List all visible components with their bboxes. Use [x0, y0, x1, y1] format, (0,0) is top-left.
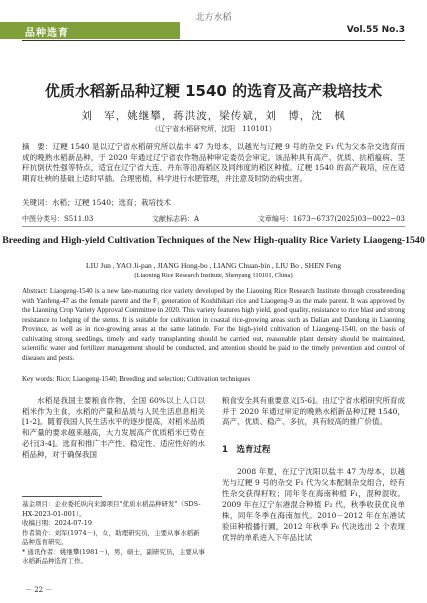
section-paragraph: 2008 年夏，在辽宁沈阳以盐丰 47 为母本，以越光与辽粳 9 号的杂交 F₁ 代为父本配制杂交组合，经有性杂交获得籽粒；同年冬在海南种植 F₁，混种混收。2009 年在辽宁东港混合种植 F₂ 代，秋季收获优良单株，同年冬季在海南加代。2010－2012 年在东港试验田种植播行圃，2012 年秋季 F₆ 代决选出 2 个表现优异的单系进入下年品比试: [222, 467, 405, 542]
footnote-received: 收稿日期：2024-07-19: [22, 519, 92, 527]
classification-row: [22, 214, 405, 224]
header-rule: [22, 40, 405, 41]
authors-english: LIU Jun , YAO Ji-pan , JIANG Hong-bo , LIANG Chuan-bin , LIU Bo , SHEN Feng: [86, 261, 341, 270]
article-number: 文章编号：1673−6737(2025)03−0022−03: [257, 215, 405, 223]
footnotes: [22, 500, 205, 567]
body-right-column: [222, 396, 405, 428]
affiliation-english: (Liaoning Rice Research Institute, Shenyang 110101, China): [134, 272, 293, 279]
body-paragraph-continued: 粮食安全具有重要意义[5-6]。由辽宁省水稻研究所育成并于 2020 年通过审定的晚熟水稻新品种辽粳 1540，高产、优质、稳产、多抗，具有较高的推广价值。: [222, 396, 405, 427]
journal-name: 北方水稻: [195, 13, 232, 23]
footnote-funding: 基金项目：企业委托纵向来源项目"优质水稻品种研发"（SDS-HX-2023-01-001）。: [22, 500, 201, 518]
footnote-author: 作者简介：刘军(1974－)，女，助理研究员，主要从事水稻新品种选育研究。: [22, 528, 200, 546]
separator-rule: [22, 226, 405, 227]
title-chinese: 优质水稻新品种辽粳 1540 的选育及高产栽培技术: [44, 82, 383, 100]
volume-number: Vol.55 No.3: [346, 25, 405, 35]
page-number: － 22 －: [25, 586, 53, 594]
footnote-rule: [22, 496, 102, 497]
title-english: Breeding and High-yield Cultivation Techniques of the New High-quality Rice Variety Liaogeng-1540: [2, 235, 425, 246]
section-label: 品种选育: [25, 28, 69, 39]
section-body: [222, 466, 405, 543]
clc-number: 中图分类号：S511.03: [22, 215, 94, 223]
abstract-english: Abstract: Liaogeng-1540 is a new late-maturing rice variety developed by the Liaoning Rice Research Institute through crossbreeding with Yanfeng-47 as the female parent and the F₁ generation of Koshihikari rice and Liaogeng-9 as the male parent. It was approved by the Liaoning Crop Variety Approval Committee in 2020. This variety features high yield, good quality, resistance to rice blast and strong resistance to lodging of the stems. It is suitable for cultivation in coastal rice-growing areas such as Dalian and Dandong in Liaoning Province, as well as in rice-growing areas at the same latitude. For the high-yield cultivation of Liaogeng-1540, on the basis of cultivating strong seedlings, timely and early transplanting should be carried out, reasonable plant density should be maintained, scientific water and fertilizer management should be conducted, and attention should be paid to the timely prevention and control of diseases and pests.: [22, 287, 405, 362]
document-code: 文献标志码：A: [152, 215, 200, 223]
keywords-chinese: 关键词：水稻；辽粳 1540；选育；栽培技术: [22, 198, 171, 207]
body-paragraph: 水稻是我国主要粮食作物，全国 60%以上人口以稻米作为主食，水稻的产量和品质与人民生活息息相关[1-2]。随着我国人民生活水平的逐步提高，对稻米品质和产量的要求越来越高，大力发展高产优质稻米已势在必行[3-4]。选育和推广丰产性、稳定性、适应性好的水稻品种，对于确保我国: [22, 396, 205, 459]
keywords-english: Key words: Rice; Liaogeng-1540; Breeding and selection; Cultivation techniques: [22, 375, 251, 383]
abstract-chinese: 摘 要：辽粳 1540 是以辽宁省水稻研究所以盐丰 47 为母本，以越光与辽粳 9 号的杂交 F₁ 代为父本杂交选育而成的晚熟水稻新品种，于 2020 年通过辽宁省农作物品种审定委员会审定。该品种具有高产、优质、抗稻瘟病、茎秆抗倒伏性强等特点，适宜在辽宁省大连、丹东等沿海稻区及同纬度的稻区种植。辽粳 1540 的高产栽培，应在适期育壮秧的基础上适时早插、合理密植，科学进行水肥管理，并注意及时防治病虫害。: [22, 142, 405, 183]
body-left-column: [22, 396, 205, 460]
footnote-corresponding: * 通讯作者：姚继攀(1981－)，男，硕士，副研究员，主要从事水稻新品种选育工作。: [22, 547, 205, 565]
affiliation-chinese: （辽宁省水稻研究所，沈阳 110101）: [151, 125, 276, 133]
section-heading: 1 选育过程: [222, 445, 271, 455]
authors-chinese: 刘 军，姚继攀，蒋洪波，梁传斌，刘 博，沈 枫: [81, 110, 346, 122]
